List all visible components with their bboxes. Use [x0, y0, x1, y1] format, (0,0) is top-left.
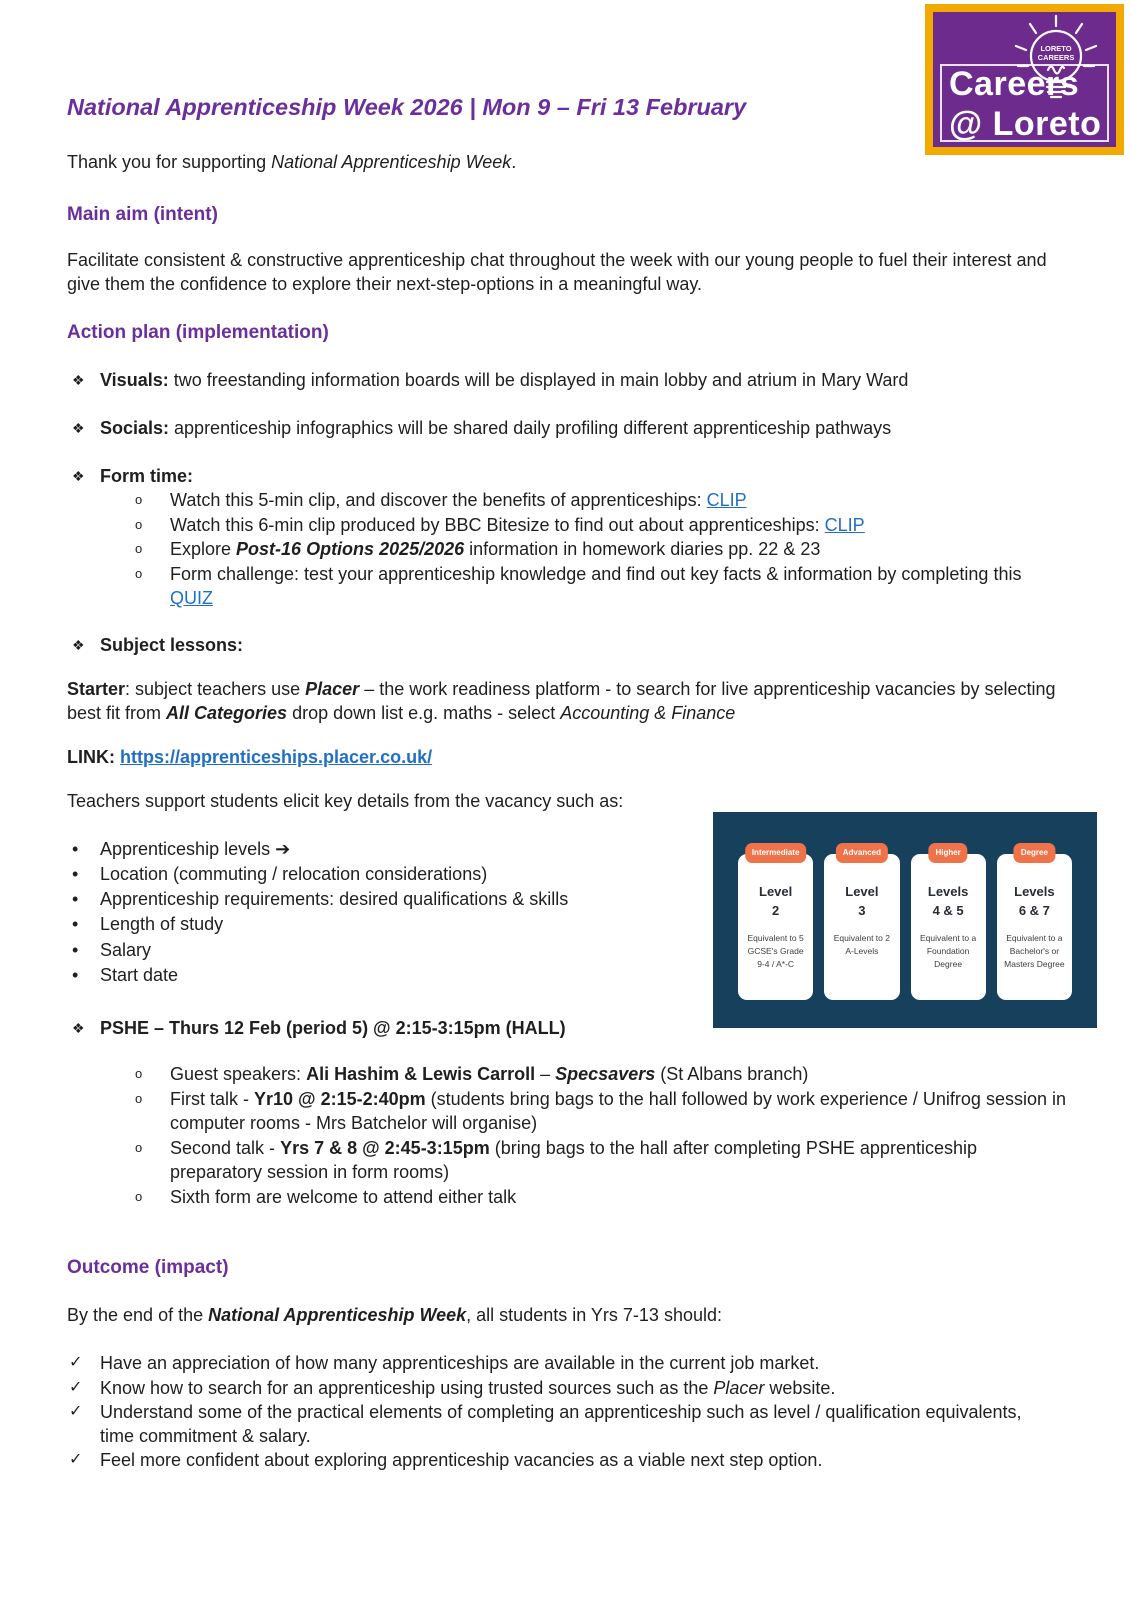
visuals-body: two freestanding information boards will be displayed in main lobby and atrium in Mary Ward [168, 370, 909, 390]
bullet-circle-icon: o [135, 1188, 143, 1204]
level-card-degree [997, 848, 1072, 1000]
apprenticeship-levels-graphic [713, 812, 1097, 1028]
pshe-heading: PSHE – Thurs 12 Feb (period 5) @ 2:15-3:15pm (HALL) [100, 1018, 566, 1039]
pshe-item-first-talk: o First talk - Yr10 @ 2:15-2:40pm (students bring bags to the hall followed by work experience / Unifrog session in computer rooms - Mrs Batchelor will organise) [135, 1087, 1067, 1136]
careers-loreto-logo [925, 4, 1124, 155]
bullet-circle-icon: o [135, 492, 143, 507]
main-aim-body: Facilitate consistent & constructive apprenticeship chat throughout the week with our young people to fuel their interest and give them the confidence to explore their next-step-options in a meaningful way. [67, 250, 1047, 294]
level-card-advanced [824, 848, 899, 1000]
list-item-socials [72, 416, 1067, 440]
bullet-circle-icon: o [135, 1139, 143, 1155]
outcome-week-name: National Apprenticeship Week [208, 1305, 467, 1326]
level-pill: Advanced [836, 843, 888, 863]
clip1-text: Watch this 5-min clip, and discover the benefits of apprenticeships: [170, 490, 707, 510]
pshe-second-talk-time: Yrs 7 & 8 @ 2:45-3:15pm [280, 1137, 490, 1158]
pshe-speakers-names: Ali Hashim & Lewis Carroll [306, 1064, 536, 1085]
level-description: Equivalent to 5 GCSE's Grade 9-4 / A*-C [747, 933, 804, 969]
level-pill: Higher [928, 843, 967, 863]
starter-placer: Placer [305, 678, 360, 699]
outcome-check-item: ✓ Know how to search for an apprenticeship using trusted sources such as the Placer website. [69, 1376, 1067, 1400]
bullet-dot-icon: • [72, 889, 79, 910]
logo-word-loreto: @ Loreto [949, 105, 1102, 143]
explore-title: Post-16 Options 2025/2026 [236, 539, 465, 559]
bullet-diamond-icon: ❖ [72, 420, 85, 436]
outcome-check-item: ✓ Have an appreciation of how many apprenticeships are available in the current job market. [69, 1351, 1067, 1375]
level-card-higher [911, 848, 986, 1000]
vacancy-detail-item: • Salary [72, 938, 1067, 963]
bullet-dot-icon: • [72, 939, 79, 960]
level-description: Equivalent to 2 A-Levels [833, 933, 890, 956]
bullet-circle-icon: o [135, 516, 143, 532]
list-item-form-time [72, 464, 1067, 488]
starter-accounting: Accounting & Finance [560, 702, 736, 723]
placer-url-link[interactable]: https://apprenticeships.placer.co.uk/ [120, 746, 433, 767]
heading-outcome: Outcome (impact) [67, 1257, 229, 1279]
placer-link-line [67, 745, 1067, 769]
list-item-clip2 [135, 513, 1067, 538]
bullet-dot-icon: • [72, 863, 79, 884]
starter-run3: drop down list e.g. maths - select [287, 702, 561, 723]
level-description: Equivalent to a Foundation Degree [920, 933, 977, 969]
pshe-item-speakers: o Guest speakers: Ali Hashim & Lewis Carroll – Specsavers (St Albans branch) [135, 1062, 1067, 1087]
clip2-text: Watch this 6-min clip produced by BBC Bitesize to find out about apprenticeships: [170, 514, 825, 535]
vacancy-levels-arrow: Apprenticeship levels ➔ [100, 838, 291, 859]
bullet-dot-icon: • [72, 838, 79, 859]
clip2-link[interactable]: CLIP [824, 514, 865, 535]
list-item-subject-lessons [72, 633, 1067, 657]
level-title: Levels 6 & 7 [1014, 884, 1055, 918]
level-title: Level 3 [845, 884, 879, 918]
list-item-explore [135, 537, 1067, 562]
subject-lessons-label: Subject lessons: [100, 634, 244, 655]
outcome-check-item: ✓ Understand some of the practical elements of completing an apprenticeship such as level / qualification equivalents, time commitment & salary. [69, 1400, 1067, 1449]
level-pill: Degree [1014, 843, 1055, 863]
level-pill: Intermediate [745, 843, 807, 863]
pshe-first-talk-time: Yr10 @ 2:15-2:40pm [254, 1088, 426, 1109]
level-title: Levels 4 & 5 [927, 884, 969, 918]
starter-run2: – the work readiness platform - to search for live apprenticeship vacancies by selecting best fit from [67, 678, 1056, 723]
bullet-circle-icon: o [135, 565, 143, 581]
quiz-text: Form challenge: test your apprenticeship knowledge and find out key facts & information by completing this [170, 563, 1022, 584]
bullet-diamond-icon: ❖ [72, 372, 85, 388]
socials-text [100, 416, 1065, 440]
teachers-support-intro: Teachers support students elicit key details from the vacancy such as: [67, 790, 624, 811]
list-item-clip1 [135, 488, 1067, 513]
pshe-item-sixth-form: o Sixth form are welcome to attend either talk [135, 1185, 1067, 1210]
check-icon: ✓ [69, 1402, 83, 1420]
socials-label: Socials: [100, 418, 170, 438]
bullet-dot-icon: • [72, 914, 79, 935]
starter-run1: : subject teachers use [125, 678, 306, 699]
vacancy-detail-item: • Length of study [72, 912, 1067, 937]
vacancy-detail-item: • Apprenticeship requirements: desired qualifications & skills [72, 887, 1067, 912]
bullet-diamond-icon: ❖ [72, 636, 85, 653]
page-title: National Apprenticeship Week 2026 | Mon 9 – Fri 13 February [67, 94, 747, 120]
vacancy-detail-item: • Start date [72, 963, 1067, 988]
intro-paragraph [67, 150, 1067, 174]
socials-body: apprenticeship infographics will be shared daily profiling different apprenticeship pathways [169, 418, 892, 438]
heading-main-aim: Main aim (intent) [67, 204, 218, 225]
bullet-circle-icon: o [135, 1066, 143, 1082]
clip1-link[interactable]: CLIP [706, 490, 747, 510]
bullet-diamond-icon: ❖ [72, 468, 85, 484]
visuals-text [100, 368, 1065, 392]
list-item-visuals [72, 368, 1067, 392]
quiz-link[interactable]: QUIZ [170, 588, 213, 608]
intro-post: . [511, 152, 517, 172]
bullet-circle-icon: o [135, 1090, 143, 1106]
list-item-quiz [135, 562, 1067, 611]
outcome-placer: Placer [713, 1377, 765, 1398]
pshe-item-second-talk: o Second talk - Yrs 7 & 8 @ 2:45-3:15pm (bring bags to the hall after completing PSHE apprenticeship preparatory session in form rooms) [135, 1136, 1067, 1185]
bullet-diamond-icon: ❖ [72, 1020, 85, 1037]
level-title: Level 2 [759, 884, 793, 918]
check-icon: ✓ [69, 1354, 83, 1372]
link-label: LINK: [67, 746, 120, 767]
visuals-label: Visuals: [100, 370, 169, 390]
level-description: Equivalent to a Bachelor's or Masters Degree [1004, 933, 1065, 969]
intro-pre: Thank you for supporting [67, 152, 272, 172]
starter-label: Starter [67, 678, 126, 699]
level-card-intermediate [738, 848, 813, 1000]
form-time-label: Form time: [100, 466, 194, 486]
bullet-dot-icon: • [72, 964, 79, 985]
starter-paragraph [67, 677, 1067, 725]
intro-italic: National Apprenticeship Week [271, 152, 512, 172]
vacancy-detail-item: • Location (commuting / relocation considerations) [72, 862, 1067, 887]
starter-categories: All Categories [166, 702, 288, 723]
logo-bulb-text-1: LORETO [1040, 44, 1072, 53]
outcome-check-item: ✓ Feel more confident about exploring apprenticeship vacancies as a viable next step option. [69, 1448, 1067, 1472]
check-icon: ✓ [69, 1451, 83, 1469]
explore-pre: Explore [170, 539, 237, 559]
explore-post: information in homework diaries pp. 22 & 23 [464, 539, 821, 559]
check-icon: ✓ [69, 1378, 83, 1396]
heading-action-plan: Action plan (implementation) [67, 322, 329, 343]
pshe-specsavers: Specsavers [555, 1064, 656, 1085]
outcome-intro: By the end of the National Apprenticeship Week, all students in Yrs 7-13 should: [67, 1305, 722, 1326]
logo-bulb-text-2: CAREERS [1037, 53, 1075, 62]
bullet-circle-icon: o [135, 541, 143, 556]
logo-word-careers: Careers [949, 65, 1080, 103]
